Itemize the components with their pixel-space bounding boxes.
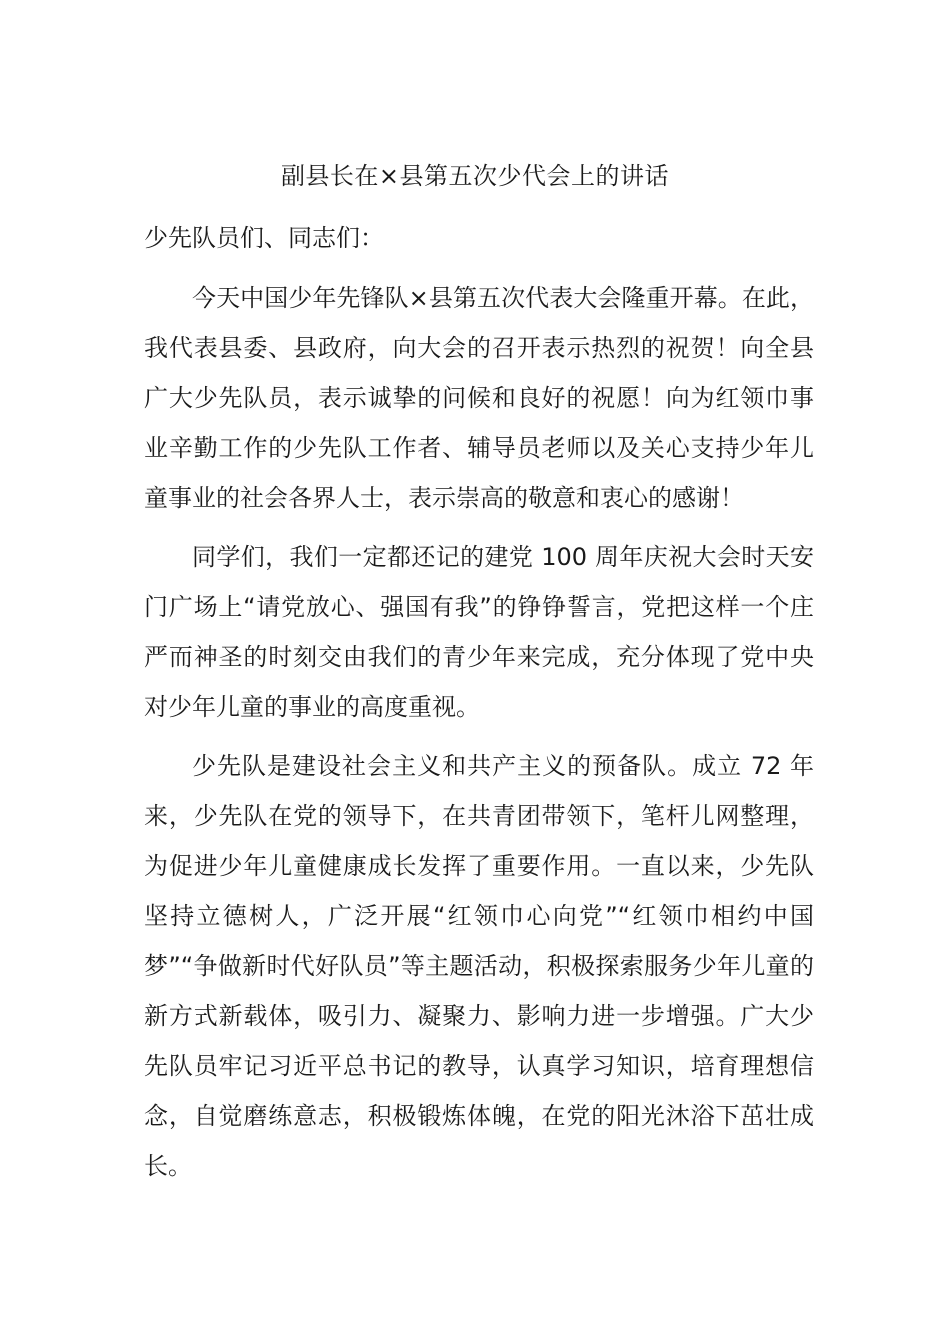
paragraph-3: 少先队是建设社会主义和共产主义的预备队。成立 72 年来，少先队在党的领导下，在共青团带领下，笔杆儿网整理，为促进少年儿童健康成长发挥了重要作用。一直以来，少先队坚持立德树人，广泛开展“红领巾心向党”“红领巾相约中国梦”“争做新时代好队员”等主题活动，积极探索服务少年儿童的新方式新载体，吸引力、凝聚力、影响力进一步增强。广大少先队员牢记习近平总书记的教导，认真学习知识，培育理想信念，自觉磨练意志，积极锻炼体魄，在党的阳光沐浴下茁壮成长。 [144,752,814,1180]
salutation: 少先队员们、同志们： [144,224,384,252]
paragraph-2: 同学们，我们一定都还记的建党 100 周年庆祝大会时天安门广场上“请党放心、强国有我”的铮铮誓言，党把这样一个庄严而神圣的时刻交由我们的青少年来完成，充分体现了党中央对少年儿童的事业的高度重视。 [144,543,814,721]
paragraph-1: 今天中国少年先锋队×县第五次代表大会隆重开幕。在此，我代表县委、县政府，向大会的召开表示热烈的祝贺！向全县广大少先队员，表示诚挚的问候和良好的祝愿！向为红领巾事业辛勤工作的少先队工作者、辅导员老师以及关心支持少年儿童事业的社会各界人士，表示崇高的敬意和衷心的感谢！ [144,284,814,512]
document-title: 副县长在×县第五次少代会上的讲话 [280,162,670,190]
